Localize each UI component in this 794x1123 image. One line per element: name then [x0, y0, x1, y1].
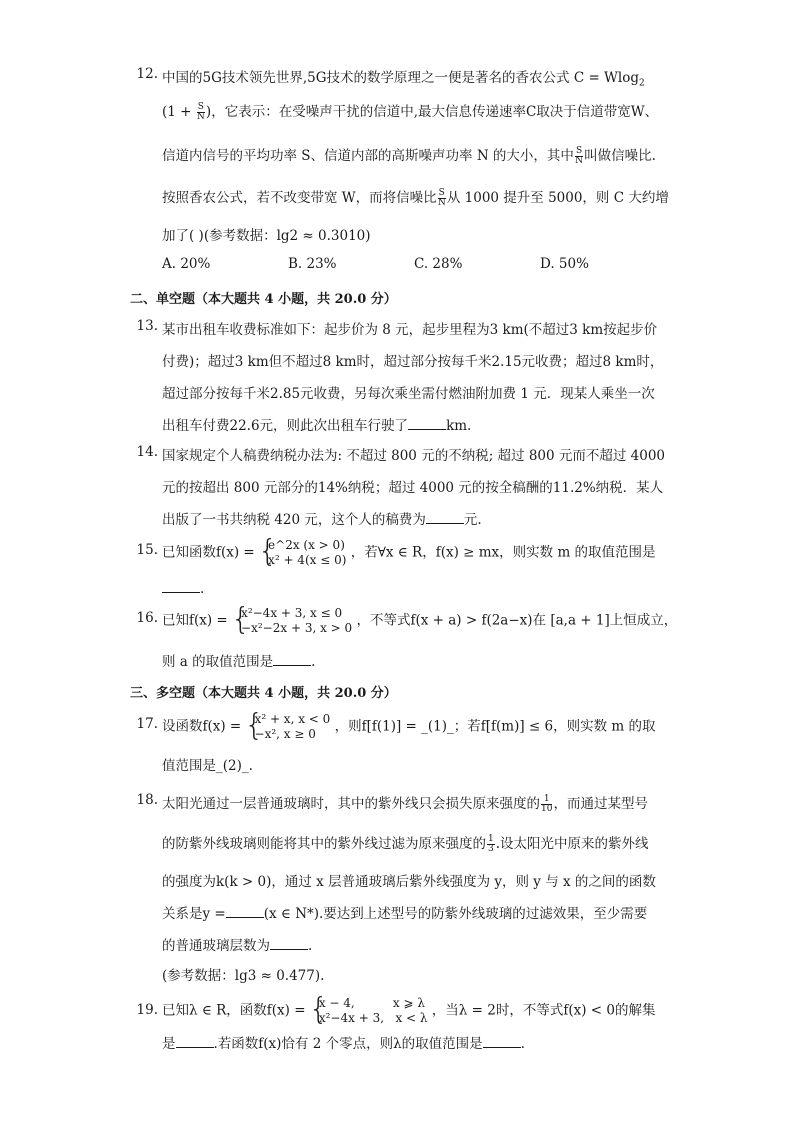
answer-blank[interactable] — [270, 937, 308, 950]
section-heading-3: 三、多空题（本大题共 4 小题，共 20.0 分） — [130, 686, 397, 701]
answer-blank[interactable] — [176, 1035, 214, 1048]
option-c[interactable]: C. 28% — [414, 256, 463, 272]
question-number: 18. — [136, 792, 158, 808]
option-b[interactable]: B. 23% — [288, 256, 337, 272]
section-heading-2: 二、单空题（本大题共 4 小题，共 20.0 分） — [130, 292, 397, 307]
fraction: $\frac{1}{3}$ — [488, 834, 494, 854]
piecewise-cases: { x² + x, x < 0 −x², x ≥ 0 — [246, 712, 331, 742]
fraction: $\frac{S}{N}$ — [437, 188, 446, 208]
fraction: $\frac{1}{10}$ — [541, 794, 553, 814]
piecewise-cases: { e^2x (x > 0) x² + 4(x ≤ 0) — [259, 538, 346, 568]
question-number: 16. — [136, 610, 158, 626]
piecewise-cases: { x²−4x + 3, x ≤ 0 −x²−2x + 3, x > 0 — [232, 606, 352, 636]
question-number: 15. — [136, 542, 158, 558]
question-number: 12. — [136, 66, 158, 82]
fraction: $\frac{S}{N}$ — [196, 102, 205, 122]
exam-page: 12. 中国的5G技术领先世界,5G技术的数学原理之一便是著名的香农公式 C = Wlog$_2$ (1 + $\frac{S}{N}$ )，它表示：在受噪声干扰的信道中,最大信息传递速率C取决于信道带宽W、 信道内信号的平均功率 S、信道内部的高斯噪声功率 N 的大小，其中 $\frac{S}{N}$ 叫做信噪比. 按照香农公式，若不改变带宽 W，而将信噪比 $\frac{S}{N}$ 从 1000 提升至 5000，则 C 大约增 加了( )(参考数据：lg2 ≈ 0.3010) A. 20% B. 23% C. 28% D. 50% 二、单空题（本大题共 4 小题，共 20.0 分） 13. 某市出租车收费标准如下：起步价为 8 元，起步里程为3 km(不超过3 km按起步价 付费)；超过3 km但不超过8 km时，超过部分按每千米2.15元收费；超过8 km时， 超过部分按每千米2.85元收费，另每次乘坐需付燃油附加费 1 元．现某人乘坐一次 出租车付费22.6元，则此次出租车行驶了 km. 14. 国家规定个人稿费纳税办法为: 不超过 800 元的不纳税; 超过 800 元而不超过 4000 元的按超出 800 元部分的14%纳税；超过 4000 元的按全稿酬的11.2%纳税．某人 出版了一书共纳税 420 元，这个人的稿费为 元. 15. 已知函数f(x) = { e^2x (x > 0) x² + 4(x ≤ 0) ，若∀x ∈ R，f(x) ≥ mx，则实数 m 的取值范围是 . 16. 已知f(x) = { x²−4x + 3, x ≤ 0 −x²−2x + 3, x > 0 ，不等式f(x + a) > f(2a−x)在 [a,a + 1]上恒成立， 则 a 的取值范围是 . 三、多空题（本大题共 4 小题，共 20.0 分） 17. 设函数f(x) = { x² + x, x < 0 −x², x ≥ 0 ，则f[f(1)] = _(1)_；若f[f(m)] ≤ 6，则实数 m 的取 值范围是_(2)_. 18. 太阳光通过一层普通玻璃时，其中的紫外线只会损失原来强度的 $\frac{1}{10}$ ，而通过某型号 的防紫外线玻璃则能将其中的紫外线过滤为原来强度的 $\frac{1}{3}$ .设太阳光中原来的紫外线 的强度为k(k > 0)，通过 x 层普通玻璃后紫外线强度为 y，则 y 与 x 的之间的函数 关系是y = (x ∈ N*).要达到上述型号的防紫外线玻璃的过滤效果，至少需要 的普通玻璃层数为 . (参考数据：lg3 ≈ 0.477). 19. 已知λ ∈ R，函数f(x) = { x − 4, x ⩾ λ x²−4x + 3, x < λ ，当λ = 2时，不等式f(x) < 0的解集 是 .若函数f(x)恰有 2 个零点，则λ的取值范围是 . — [0, 0, 794, 1123]
fraction: $\frac{S}{N}$ — [575, 146, 583, 166]
question-number: 13. — [136, 318, 158, 334]
piecewise-cases: { x − 4, x ⩾ λ x²−4x + 3, x < λ — [310, 996, 428, 1026]
option-a[interactable]: A. 20% — [162, 256, 211, 272]
answer-blank[interactable] — [273, 653, 311, 666]
answer-blank[interactable] — [162, 580, 200, 593]
answer-blank[interactable] — [483, 1035, 521, 1048]
question-number: 19. — [136, 1002, 158, 1018]
question-number: 17. — [136, 716, 158, 732]
answer-blank[interactable] — [426, 511, 464, 524]
answer-blank[interactable] — [408, 417, 446, 430]
answer-blank[interactable] — [226, 905, 264, 918]
question-number: 14. — [136, 444, 158, 460]
question-text: 中国的5G技术领先世界,5G技术的数学原理之一便是著名的香农公式 C = Wlog — [162, 70, 640, 86]
option-d[interactable]: D. 50% — [540, 256, 589, 272]
